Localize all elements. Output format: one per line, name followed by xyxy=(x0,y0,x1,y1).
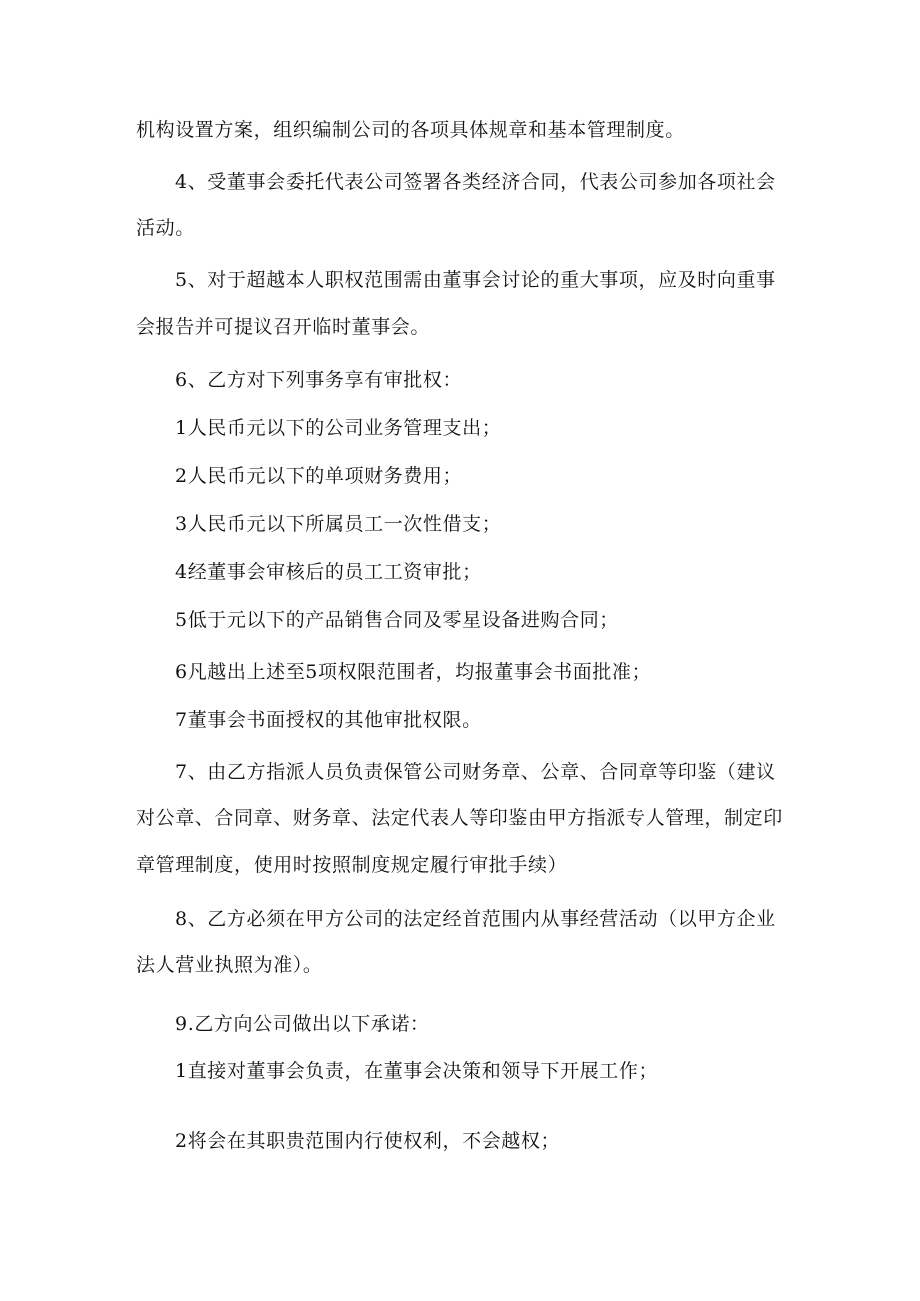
paragraph-line: 8、乙方必须在甲方公司的法定经首范围内从事经营活动（以甲方企业 xyxy=(175,908,776,930)
paragraph-line: 1直接对董事会负责，在董事会决策和领导下开展工作； xyxy=(175,1060,659,1082)
paragraph-line: 6、乙方对下列事务享有审批权： xyxy=(175,369,463,391)
paragraph-line: 3人民币元以下所属员工一次性借支； xyxy=(175,513,502,535)
paragraph-line: 4经董事会审核后的员工工资审批； xyxy=(175,561,482,583)
paragraph-line: 2人民币元以下的单项财务费用； xyxy=(175,465,463,487)
paragraph-line: 机构设置方案，组织编制公司的各项具体规章和基本管理制度。 xyxy=(136,119,685,141)
paragraph-line: 活动。 xyxy=(136,217,195,239)
paragraph-line: 法人营业执照为准）。 xyxy=(136,954,323,976)
paragraph-line: 2将会在其职贵范围内行使权利，不会越权； xyxy=(175,1130,561,1152)
paragraph-line: 5、对于超越本人职权范围需由董事会讨论的重大事项，应及时向重事 xyxy=(175,269,776,291)
paragraph-line: 章管理制度，使用时按照制度规定履行审批手续） xyxy=(136,854,568,876)
paragraph-line: 9.乙方向公司做出以下承诺： xyxy=(175,1013,430,1035)
paragraph-line: 7、由乙方指派人员负责保管公司财务章、公章、合同章等印鉴（建议 xyxy=(175,761,776,783)
paragraph-line: 7董事会书面授权的其他审批权限。 xyxy=(175,709,482,731)
paragraph-line: 5低于元以下的产品销售合同及零星设备进购合同； xyxy=(175,609,619,631)
paragraph-line: 6凡越出上述至5项权限范围者，均报董事会书面批准； xyxy=(175,661,652,683)
paragraph-line: 4、受董事会委托代表公司签署各类经济合同，代表公司参加各项社会 xyxy=(175,171,776,193)
paragraph-line: 会报告并可提议召开临时董事会。 xyxy=(136,316,431,338)
paragraph-line: 1人民币元以下的公司业务管理支出； xyxy=(175,417,502,439)
paragraph-line: 对公章、合同章、财务章、法定代表人等印鉴由甲方指派专人管理，制定印 xyxy=(136,807,783,829)
